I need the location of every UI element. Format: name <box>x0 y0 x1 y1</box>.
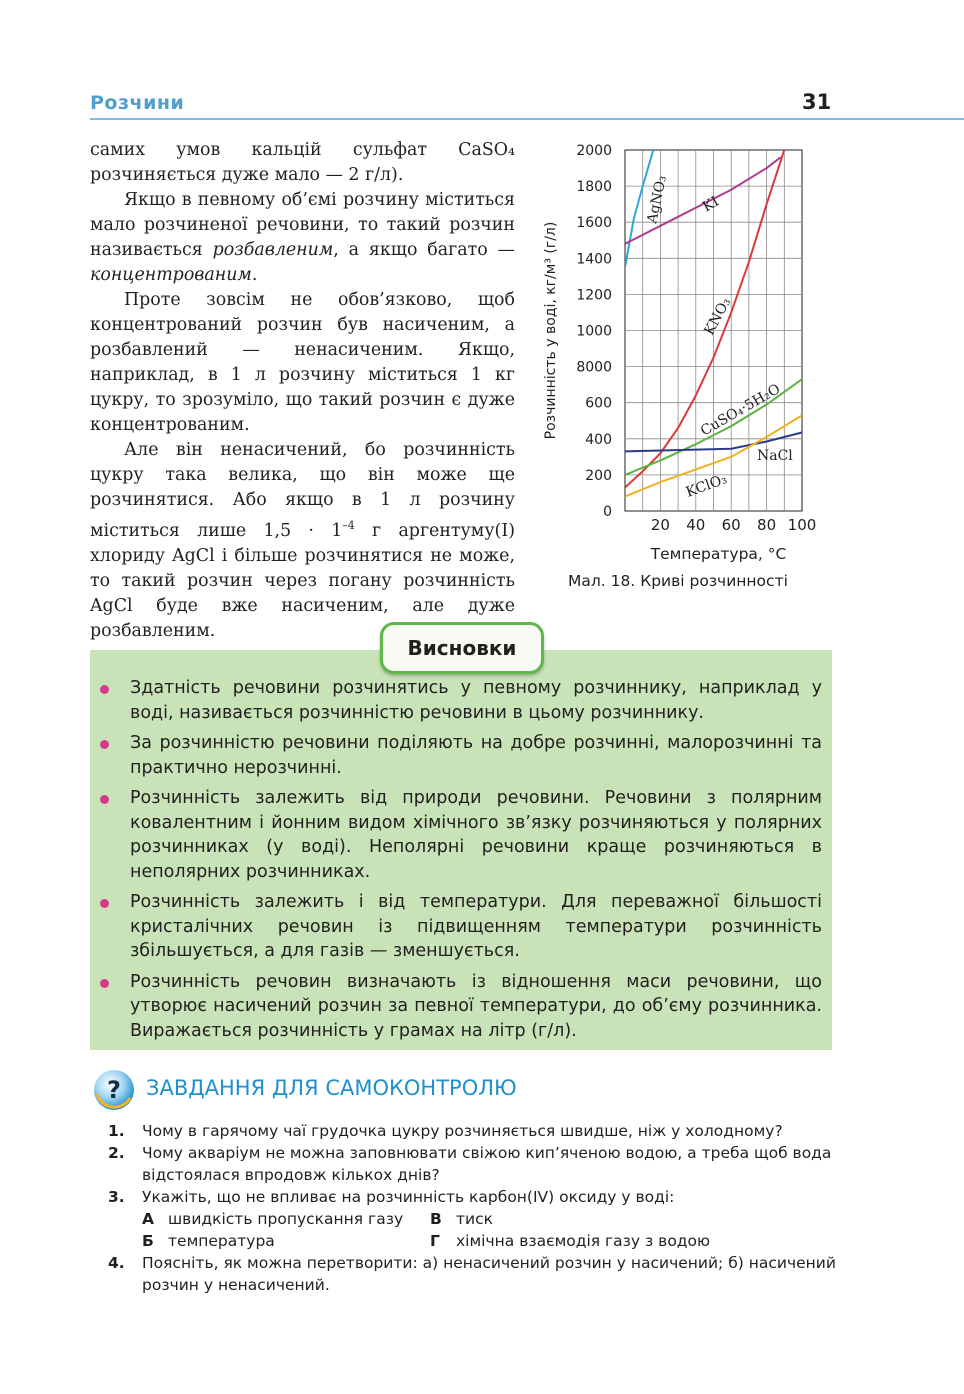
series-label: KClO₃ <box>683 471 730 501</box>
answer-option <box>430 1230 838 1252</box>
series-label: CuSO₄·5H₂O <box>698 381 784 440</box>
series-label: AgNO₃ <box>644 174 670 225</box>
bullet-icon <box>100 685 109 694</box>
p4-text-a: Але він ненасичений, бо розчинність цукру така велика, що він може ще розчинятися. Або якщо в 1 л розчину міститься лише 1,5 · 1 <box>90 440 515 541</box>
body-text <box>90 138 515 644</box>
answer-options <box>142 1208 838 1252</box>
conclusion-item <box>98 786 822 884</box>
task-number: 3. <box>108 1188 125 1206</box>
p2-text-b: , а якщо багато — <box>333 240 515 260</box>
option-letter: В <box>430 1210 442 1228</box>
conclusion-text: За розчинністю речовини поділяють на добре розчинні, малорозчинні та практично нерозчинні. <box>130 733 822 778</box>
series-label: KNO₃ <box>701 295 735 338</box>
task-text: Чому акваріум не можна заповнювати свіжою кип’яченою водою, а треба щоб вода відстоялася впродовж кількох днів? <box>142 1144 832 1184</box>
option-text: температура <box>168 1232 275 1250</box>
option-text: швидкість пропускання газу <box>168 1210 404 1228</box>
option-letter: Г <box>430 1232 440 1250</box>
option-text: хімічна взаємодія газу з водою <box>456 1232 711 1250</box>
conclusion-text: Розчинність речовин визначають із відношення маси речовини, що утворює насичений розчин за певної температури, до об’єму розчинника. Виражається розчинність у грамах на літр (г/л). <box>130 971 822 1041</box>
tasks-heading: ЗАВДАННЯ ДЛЯ САМОКОНТРОЛЮ <box>146 1076 517 1100</box>
option-text: тиск <box>456 1210 493 1228</box>
paragraph-4 <box>90 438 515 644</box>
y-tick-label: 8000 <box>576 359 612 376</box>
chart-svg <box>538 136 838 576</box>
conclusion-text: Здатність речовини розчинятись у певному розчиннику, наприклад у воді, називається розчинністю речовини в цьому розчиннику. <box>130 678 822 723</box>
task-item <box>108 1120 838 1142</box>
solubility-chart <box>538 136 838 606</box>
conclusion-item <box>98 676 822 725</box>
conclusion-item <box>98 970 822 1044</box>
conclusion-item <box>98 731 822 780</box>
bullet-icon <box>100 795 109 804</box>
paragraph-3: Проте зовсім не обов’язково, щоб концентрований розчин був насиченим, а розбавлений — ненасиченим. Якщо, наприклад, в 1 л розчину міститься 1 кг цукру, то зрозуміло, що такий розчин є дуже концентрованим. <box>90 290 515 435</box>
x-tick-label: 40 <box>686 516 706 534</box>
task-text: Чому в гарячому чаї грудочка цукру розчиняється швидше, ніж у холодному? <box>142 1122 783 1140</box>
bullet-icon <box>100 899 109 908</box>
y-tick-label: 2000 <box>576 143 612 159</box>
task-text: Укажіть, що не впливає на розчинність карбон(IV) оксиду у воді: <box>142 1188 675 1206</box>
p2-text-a: Якщо в певному об’ємі розчину міститься мало розчиненої речовини, то такий розчин називається <box>90 190 515 260</box>
conclusion-text: Розчинність залежить і від температури. Для переважної більшості кристалічних речовин із підвищенням температури розчинність збільшується, а для газів — зменшується. <box>130 892 822 961</box>
task-number: 4. <box>108 1254 125 1272</box>
paragraph-1: самих умов кальцій сульфат CaSO₄ розчиняється дуже мало — 2 г/л). <box>90 140 515 185</box>
paragraph-2 <box>90 188 515 288</box>
y-tick-label: 1600 <box>576 215 612 232</box>
term-concentrated: концентрованим <box>90 265 252 285</box>
y-tick-label: 1200 <box>576 287 612 304</box>
answer-option <box>430 1208 838 1230</box>
y-tick-label: 1000 <box>576 323 612 340</box>
x-tick-label: 100 <box>787 516 817 534</box>
task-item <box>108 1252 838 1296</box>
term-diluted: розбавленим <box>212 240 334 260</box>
task-item <box>108 1186 838 1252</box>
page-number: 31 <box>802 90 832 114</box>
p2-text-c: . <box>251 265 258 285</box>
y-tick-label: 0 <box>603 504 612 520</box>
conclusion-item <box>98 890 822 964</box>
conclusion-text: Розчинність залежить від природи речовини. Речовини з полярним ковалентним і йонним видом хімічного зв’язку розчиняються у полярних розчинниках (у воді). Неполярні речовини краще розчиняються в неполярних розчинниках. <box>130 788 822 882</box>
conclusions-list <box>98 676 822 1049</box>
section-title: Розчини <box>90 92 185 114</box>
x-tick-label: 80 <box>757 516 777 534</box>
x-axis-label: Температура, °C <box>650 545 787 563</box>
p4-exponent: –4 <box>342 519 355 532</box>
x-tick-label: 20 <box>650 516 670 534</box>
y-tick-label: 200 <box>585 467 612 484</box>
chart-caption: Мал. 18. Криві розчинності <box>568 572 788 590</box>
option-letter: А <box>142 1210 154 1228</box>
header-rule <box>90 118 964 120</box>
series-label: KI <box>700 193 722 216</box>
task-item <box>108 1142 838 1186</box>
y-tick-label: 1400 <box>576 251 612 268</box>
question-icon <box>92 1068 136 1112</box>
svg-text:?: ? <box>107 1076 121 1104</box>
tasks-list <box>108 1120 838 1296</box>
y-tick-label: 1800 <box>576 179 612 196</box>
series-label: NaCl <box>757 448 793 464</box>
conclusions-title: Висновки <box>380 622 544 674</box>
y-tick-label: 400 <box>585 431 612 448</box>
p4-text-b: г аргентуму(I) хлориду AgCl і більше розчинятися не може, то такий розчин через погану розчинність AgCl буде вже насиченим, але дуже розбавленим. <box>90 520 515 641</box>
task-text: Поясніть, як можна перетворити: а) ненасичений розчин у насичений; б) насичений розчин у ненасичений. <box>142 1254 836 1294</box>
option-letter: Б <box>142 1232 154 1250</box>
y-axis-label: Розчинність у воді, кг/м³ (г/л) <box>543 221 559 440</box>
bullet-icon <box>100 740 109 749</box>
answer-option <box>142 1230 430 1252</box>
x-tick-label: 60 <box>721 516 741 534</box>
task-number: 2. <box>108 1144 125 1162</box>
y-tick-label: 600 <box>585 395 612 412</box>
bullet-icon <box>100 979 109 988</box>
answer-option <box>142 1208 430 1230</box>
task-number: 1. <box>108 1122 125 1140</box>
